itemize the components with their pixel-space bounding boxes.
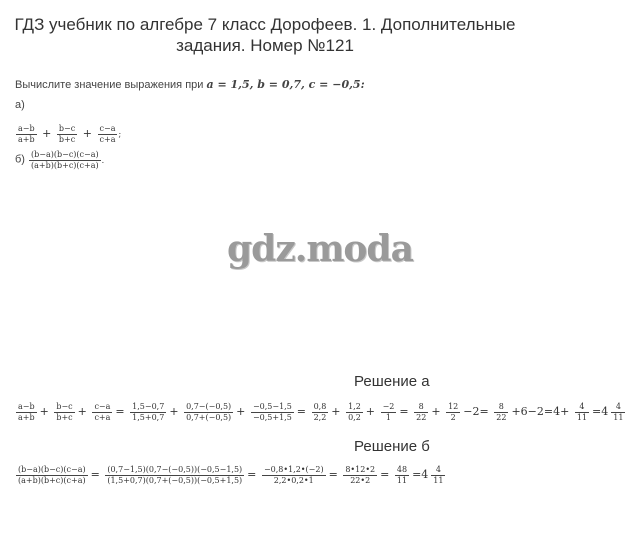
task-prompt [15,78,365,91]
title-line-2: задания. Номер №121 [176,36,354,55]
part-a-expression: $\frac{a-b}{a+b}$ + $\frac{b-c}{b+c}$ + $\frac{c-a}{c+a}$ ; [18,124,122,144]
task-values: a = 1,5, b = 0,7, c = −0,5: [206,78,365,91]
page-title [0,14,530,56]
task-prompt-text: Вычислите значение выражения при [15,79,204,91]
title-line-1: ГДЗ учебник по алгебре 7 класс Дорофеев. 1. Дополнительные [14,15,516,34]
solution-a-heading: Решение а [354,373,430,390]
part-a-label: а) [15,99,25,111]
solution-b-heading: Решение б [354,438,430,455]
watermark-logo: gdz.moda [227,228,413,270]
solution-a-expression: $\frac{a-b}{a+b}$ + $\frac{b-c}{b+c}$ + $\frac{c-a}{c+a}$ = $\frac{1,5-0,7}{1,5+0,7}$ + $\frac{0,7-(-0,5)}{0,7+(-0,5)}$ + $\frac{-0,5-1,5}{-0,5+1,5}$ = $\frac{0,8}{2,2}$ + $\frac{1,2}{0,2}$ + $\frac{-2}{1}$ = $\frac{8}{22}$ + $\frac{12}{2}$ −2= $\frac{8}{22}$ +6−2=4+ $\frac{4}{11}$ =4 $\frac{4}{11}$ [18,402,624,422]
solution-b-expression: $\frac{(b-a)(b-c)(c-a)}{(a+b)(b+c)(c+a)}$ = $\frac{(0,7-1,5)(0,7-(-0,5))(-0,5-1,5)}{(1,5+0,7)(0,7+(-0,5))(-0,5+1,5)}$ = $\frac{-0,8•1,2•(-2)}{2,2•0,2•1}$ = $\frac{8•12•2}{22•2}$ = $\frac{48}{11}$ =4 $\frac{4}{11}$ [18,465,444,485]
part-b-row: б) $\frac{(b-a)(b-c)(c-a)}{(a+b)(b+c)(c+a)}$ . [15,150,105,170]
part-b-label: б) [15,153,25,166]
